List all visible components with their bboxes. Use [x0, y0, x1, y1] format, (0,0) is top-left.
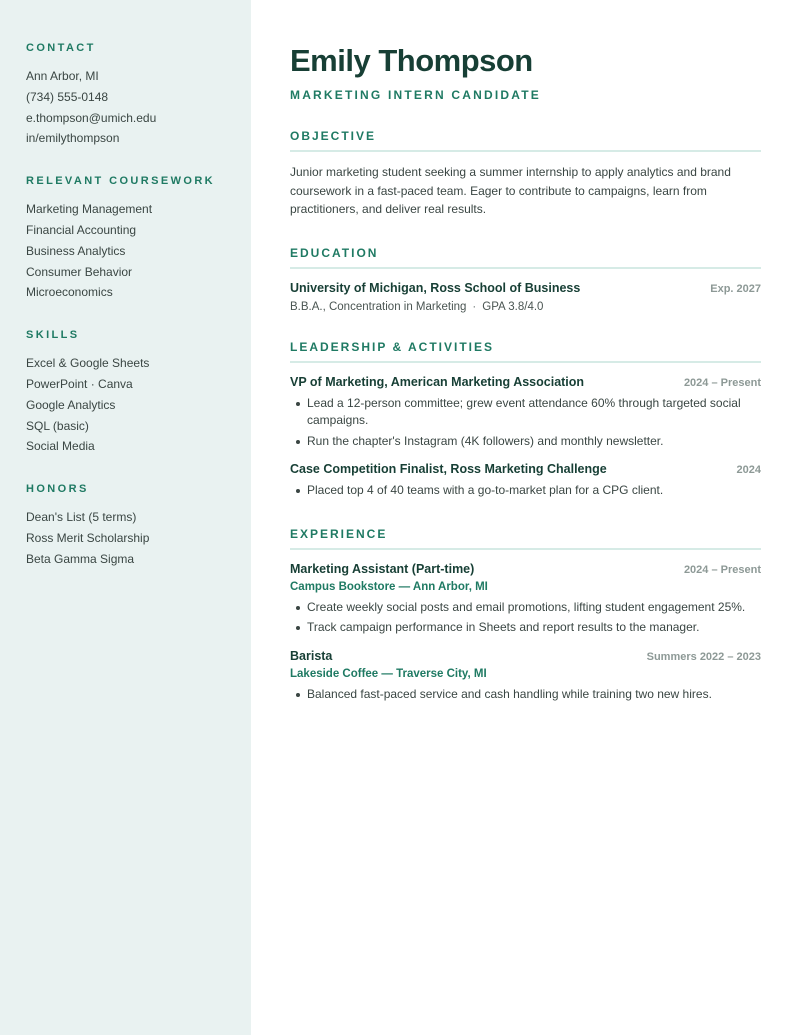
gpa: GPA 3.8/4.0 [482, 300, 544, 313]
employer: Campus Bookstore — Ann Arbor, MI [290, 580, 488, 593]
coursework-item: Financial Accounting [26, 222, 137, 237]
education-entry [290, 281, 761, 313]
experience-entry-head [290, 562, 761, 576]
role-title: Case Competition Finalist, Ross Marketing Challenge [290, 462, 607, 477]
objective-section [290, 129, 761, 219]
school-name: University of Michigan, Ross School of Business [290, 280, 581, 295]
bullet-list [290, 686, 761, 704]
education-entry-head [290, 281, 761, 295]
bullet-item: Create weekly social posts and email promotions, lifting student engagement 25%. [290, 599, 761, 617]
contact-phone[interactable]: (734) 555-0148 [26, 89, 109, 104]
bullet-item: Balanced fast-paced service and cash handling while training two new hires. [290, 686, 761, 704]
main-content [290, 0, 761, 706]
job-date: Summers 2022 – 2023 [646, 650, 761, 663]
honor-item: Ross Merit Scholarship [26, 530, 150, 545]
skill-item: Google Analytics [26, 397, 116, 412]
bullet-item: Track campaign performance in Sheets and report results to the manager. [290, 619, 761, 637]
coursework-section [26, 175, 225, 303]
experience-entry [290, 562, 761, 637]
bullet-item: Lead a 12-person committee; grew event attendance 60% through targeted social campaigns. [290, 395, 761, 430]
separator-dot: · [472, 300, 477, 313]
job-title: Barista [290, 648, 333, 663]
education-date: Exp. 2027 [710, 282, 761, 295]
coursework-item: Business Analytics [26, 243, 126, 258]
bullet-list [290, 599, 761, 637]
leadership-entry [290, 375, 761, 451]
experience-entry-head [290, 649, 761, 663]
honors-section [26, 483, 225, 569]
experience-heading: EXPERIENCE [290, 527, 761, 550]
honors-heading: HONORS [26, 483, 89, 496]
skill-item: Social Media [26, 439, 95, 454]
sidebar [0, 0, 251, 1035]
role-date: 2024 [736, 464, 761, 477]
experience-entry [290, 649, 761, 704]
bullet-item: Placed top 4 of 40 teams with a go-to-market plan for a CPG client. [290, 482, 761, 500]
job-title: Marketing Assistant (Part-time) [290, 561, 475, 576]
objective-heading: OBJECTIVE [290, 129, 761, 152]
leadership-heading: LEADERSHIP & ACTIVITIES [290, 340, 761, 363]
candidate-name: Emily Thompson [290, 43, 533, 78]
contact-heading: CONTACT [26, 42, 96, 54]
bullet-list [290, 395, 761, 451]
job-date: 2024 – Present [683, 563, 761, 576]
leadership-section [290, 340, 761, 500]
employer: Lakeside Coffee — Traverse City, MI [290, 667, 487, 680]
bullet-list [290, 482, 761, 500]
degree-line [290, 301, 761, 313]
degree: B.B.A., Concentration in Marketing [290, 300, 467, 313]
skills-section [26, 329, 225, 457]
objective-text: Junior marketing student seeking a summer internship to apply analytics and brand coursework in a fast-paced team. Eager to contribute to campaigns, learn from practitioners, and deliver real results. [290, 165, 731, 217]
skills-heading: SKILLS [26, 329, 80, 342]
experience-section [290, 527, 761, 704]
contact-section [26, 42, 225, 149]
skill-item: PowerPoint · Canva [26, 376, 133, 391]
role-date: 2024 – Present [683, 376, 761, 389]
contact-linkedin[interactable]: in/emilythompson [26, 131, 120, 146]
coursework-item: Microeconomics [26, 285, 113, 300]
role-title: VP of Marketing, American Marketing Association [290, 374, 585, 389]
honor-item: Dean's List (5 terms) [26, 510, 137, 525]
leadership-entry [290, 462, 761, 500]
candidate-subtitle: MARKETING INTERN CANDIDATE [290, 88, 541, 102]
coursework-item: Marketing Management [26, 202, 153, 217]
education-heading: EDUCATION [290, 246, 761, 269]
skill-item: SQL (basic) [26, 418, 89, 433]
contact-location: Ann Arbor, MI [26, 69, 99, 83]
coursework-heading: RELEVANT COURSEWORK [26, 175, 216, 188]
honor-item: Beta Gamma Sigma [26, 551, 135, 566]
leadership-entry-head [290, 462, 761, 476]
skill-item: Excel & Google Sheets [26, 356, 150, 371]
contact-email[interactable]: e.thompson@umich.edu [26, 110, 157, 125]
coursework-item: Consumer Behavior [26, 264, 133, 279]
education-section [290, 246, 761, 313]
leadership-entry-head [290, 375, 761, 389]
bullet-item: Run the chapter's Instagram (4K followers) and monthly newsletter. [290, 433, 761, 451]
